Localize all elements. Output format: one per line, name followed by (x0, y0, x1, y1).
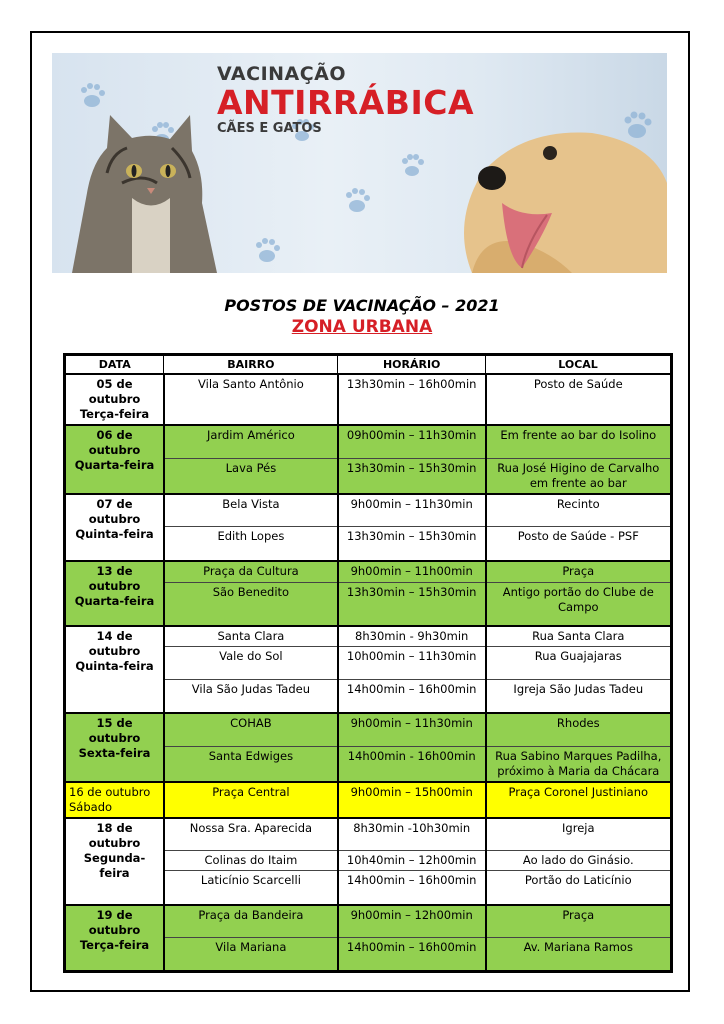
date-line: 14 de (96, 628, 133, 643)
local-cell: Rhodes (486, 713, 672, 746)
bairro-cell: Praça da Bandeira (164, 905, 338, 938)
horario-cell: 13h30min – 15h30min (338, 527, 486, 561)
date-line: 19 de (96, 907, 133, 922)
local-cell: Em frente ao bar do Isolino (486, 425, 672, 458)
date-cell (65, 425, 164, 494)
table-row (65, 561, 672, 583)
date-cell (65, 782, 164, 818)
date-line: Quarta-feira (74, 458, 155, 472)
bairro-cell: Lava Pés (164, 458, 338, 494)
date-line: Terça-feira (79, 937, 150, 952)
bairro-cell: Edith Lopes (164, 527, 338, 561)
page-title: POSTOS DE VACINAÇÃO – 2021 (224, 296, 500, 315)
date-line: outubro (88, 443, 141, 457)
table-header-row (65, 355, 672, 375)
date-line: outubro (88, 643, 141, 658)
banner-line-caes-gatos: CÃES E GATOS (217, 121, 322, 136)
table-row (65, 626, 672, 647)
date-line: outubro (88, 731, 141, 745)
horario-cell: 9h00min – 11h30min (338, 494, 486, 527)
bairro-cell: Colinas do Itaim (164, 851, 338, 871)
local-cell: Ao lado do Ginásio. (486, 851, 672, 871)
date-line: 07 de (96, 496, 133, 511)
bairro-cell: São Benedito (164, 583, 338, 626)
local-cell: Praça Coronel Justiniano (486, 782, 672, 818)
date-line: 06 de (96, 428, 133, 442)
bairro-cell: Santa Edwiges (164, 746, 338, 782)
bairro-cell: Vila São Judas Tadeu (164, 679, 338, 713)
horario-cell: 14h00min – 16h00min (338, 679, 486, 713)
local-cell: Igreja São Judas Tadeu (486, 679, 672, 713)
date-cell (65, 905, 164, 972)
date-line: outubro (88, 392, 141, 406)
table-row (65, 374, 672, 425)
cat-icon (72, 115, 217, 273)
local-cell: Rua Santa Clara (486, 626, 672, 647)
date-line: Sábado (69, 799, 113, 814)
bairro-cell: Praça Central (164, 782, 338, 818)
date-cell (65, 626, 164, 714)
table-row (65, 713, 672, 746)
local-cell: Av. Mariana Ramos (486, 938, 672, 972)
header-bairro: BAIRRO (164, 355, 338, 375)
bairro-cell: Bela Vista (164, 494, 338, 527)
bairro-cell: Praça da Cultura (164, 561, 338, 583)
bairro-cell: COHAB (164, 713, 338, 746)
local-cell: Posto de Saúde (486, 374, 672, 425)
date-line: Quinta-feira (75, 658, 154, 673)
header-horario: HORÁRIO (338, 355, 486, 375)
header-data: DATA (65, 355, 164, 375)
bairro-cell: Jardim Américo (164, 425, 338, 458)
campaign-banner (52, 53, 667, 273)
date-cell (65, 818, 164, 905)
date-line: outubro (88, 835, 141, 850)
local-cell: Rua José Higino de Carvalho em frente ao bar (486, 458, 672, 494)
local-cell: Portão do Laticínio (486, 871, 672, 905)
date-cell (65, 713, 164, 782)
date-line: outubro (88, 511, 141, 526)
date-line: 18 de (96, 820, 133, 835)
date-line: outubro (88, 922, 141, 937)
horario-cell: 09h00min – 11h30min (338, 425, 486, 458)
table-row (65, 494, 672, 527)
local-cell: Praça (486, 561, 672, 583)
date-line: 05 de (96, 377, 133, 391)
date-line: outubro (88, 578, 141, 593)
date-line: feira (99, 865, 130, 880)
horario-cell: 14h00min – 16h00min (338, 938, 486, 972)
bairro-cell: Vila Mariana (164, 938, 338, 972)
local-cell: Antigo portão do Clube de Campo (486, 583, 672, 626)
horario-cell: 8h30min -10h30min (338, 818, 486, 851)
table-row (65, 425, 672, 458)
table-row (65, 818, 672, 851)
dog-icon (464, 133, 667, 274)
horario-cell: 13h30min – 15h30min (338, 458, 486, 494)
horario-cell: 14h00min – 16h00min (338, 871, 486, 905)
horario-cell: 9h00min – 11h30min (338, 713, 486, 746)
horario-cell: 9h00min – 11h00min (338, 561, 486, 583)
horario-cell: 9h00min – 12h00min (338, 905, 486, 938)
bairro-cell: Santa Clara (164, 626, 338, 647)
bairro-cell: Vale do Sol (164, 646, 338, 679)
bairro-cell: Laticínio Scarcelli (164, 871, 338, 905)
banner-line-vacinacao: VACINAÇÃO (217, 63, 347, 85)
date-line: Quinta-feira (75, 526, 154, 541)
banner-line-antirrabica: ANTIRRÁBICA (217, 83, 474, 122)
bairro-cell: Nossa Sra. Aparecida (164, 818, 338, 851)
local-cell: Rua Sabino Marques Padilha, próximo à Maria da Chácara (486, 746, 672, 782)
date-line: Segunda- (83, 850, 146, 865)
bairro-cell: Vila Santo Antônio (164, 374, 338, 425)
date-line: Quarta-feira (74, 593, 155, 608)
table-row (65, 782, 672, 818)
horario-cell: 9h00min – 15h00min (338, 782, 486, 818)
date-cell (65, 374, 164, 425)
header-local: LOCAL (486, 355, 672, 375)
horario-cell: 14h00min - 16h00min (338, 746, 486, 782)
local-cell: Rua Guajajaras (486, 646, 672, 679)
local-cell: Recinto (486, 494, 672, 527)
banner-title-block (217, 63, 474, 136)
horario-cell: 10h40min – 12h00min (338, 851, 486, 871)
horario-cell: 13h30min – 15h30min (338, 583, 486, 626)
date-line: 13 de (96, 563, 133, 578)
vaccination-schedule-table (63, 353, 673, 973)
table-row (65, 905, 672, 938)
date-line: Sexta-feira (78, 746, 151, 760)
date-line: 16 de outubro (69, 784, 151, 799)
table-body (65, 374, 672, 972)
date-line: 15 de (96, 716, 133, 730)
horario-cell: 13h30min – 16h00min (338, 374, 486, 425)
horario-cell: 10h00min – 11h30min (338, 646, 486, 679)
page-subtitle: ZONA URBANA (291, 317, 433, 337)
local-cell: Igreja (486, 818, 672, 851)
local-cell: Posto de Saúde - PSF (486, 527, 672, 561)
local-cell: Praça (486, 905, 672, 938)
date-cell (65, 561, 164, 626)
date-cell (65, 494, 164, 561)
date-line: Terça-feira (79, 407, 150, 421)
horario-cell: 8h30min - 9h30min (338, 626, 486, 647)
